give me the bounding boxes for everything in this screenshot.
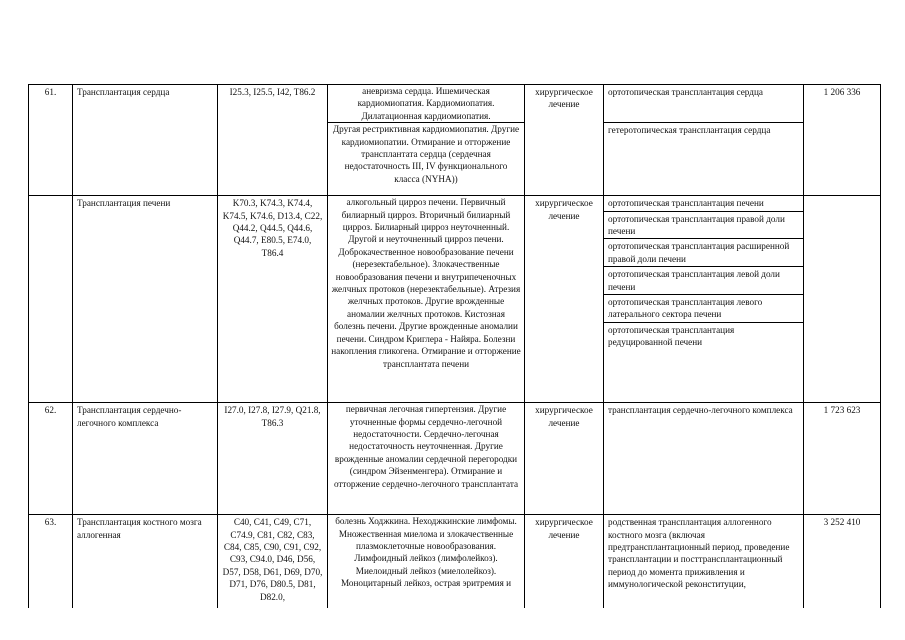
row-number: 63. [29,515,73,608]
services-table [28,84,881,608]
price: 3 252 410 [804,515,881,608]
service-name: Трансплантация костного мозга аллогенная [73,515,218,608]
price: 1 723 623 [804,403,881,515]
treatment-kind: хирургическое лечение [525,403,604,515]
price [804,196,881,403]
method-item: ортотопическая трансплантация расширенной правой доли печени [604,239,803,267]
price: 1 206 336 [804,85,881,196]
table-row [29,85,881,123]
icd-codes: K70.3, K74.3, K74.4, K74.5, K74.6, D13.4, C22, Q44.2, Q44.5, Q44.6, Q44.7, E80.5, E74.0, T86.4 [218,196,328,403]
method-item: ортотопическая трансплантация левого латерального сектора печени [604,295,803,323]
service-name: Трансплантация сердечно-легочного комплекса [73,403,218,515]
method-text: родственная трансплантация аллогенного костного мозга (включая предтрансплантационный период, проведение трансплантации и посттрансплантационный период до момента приживления и иммунологической реконституции, [604,515,804,608]
table-row [29,515,881,608]
diagnosis-text: первичная легочная гипертензия. Другие уточненные формы сердечно-легочной недостаточности. Сердечно-легочная недостаточность неуточненная. Другие врожденные аномалии сердечной перегородки (синдром Эйзенменгера). Отмирание и отторжение сердечно-легочного трансплантата [328,403,525,515]
treatment-kind: хирургическое лечение [525,85,604,196]
table-row [29,403,881,515]
method-item: ортотопическая трансплантация левой доли печени [604,267,803,295]
diagnosis-text: Другая рестриктивная кардиомиопатия. Другие кардиомиопатии. Отмирание и отторжение трансплантата сердца (сердечная недостаточность III, IV функционального класса (NYHA)) [328,123,525,196]
icd-codes: I27.0, I27.8, I27.9, Q21.8, T86.3 [218,403,328,515]
icd-codes: C40, C41, C49, C71, C74.9, C81, C82, C83, C84, C85, C90, C91, C92, C93, C94.0, D46, D56, D57, D58, D61, D69, D70, D71, D76, D80.5, D81, D82.0, [218,515,328,608]
method-text: гетеротопическая трансплантация сердца [604,123,804,196]
method-list [604,196,804,403]
treatment-kind: хирургическое лечение [525,196,604,403]
icd-codes: I25.3, I25.5, I42, T86.2 [218,85,328,196]
row-number: 62. [29,403,73,515]
row-number [29,196,73,403]
service-name: Трансплантация печени [73,196,218,403]
diagnosis-text: болезнь Ходжкина. Неходжкинские лимфомы. Множественная миелома и злокачественные плазмоклеточные новообразования. Лимфоидный лейкоз (лимфолейкоз). Миелоидный лейкоз (миелолейкоз). Моноцитарный лейкоз, острая эритремия и [328,515,525,608]
method-item: ортотопическая трансплантация редуцированной печени [608,324,735,348]
row-number: 61. [29,85,73,196]
method-text: ортотопическая трансплантация сердца [604,85,804,123]
table-row [29,196,881,403]
treatment-kind: хирургическое лечение [525,515,604,608]
service-name: Трансплантация сердца [73,85,218,196]
method-text: трансплантация сердечно-легочного комплекса [604,403,804,515]
diagnosis-text: аневризма сердца. Ишемическая кардиомиопатия. Кардиомиопатия. Дилатационная кардиомиопатия. [328,85,525,123]
diagnosis-text: алкогольный цирроз печени. Первичный билиарный цирроз. Вторичный билиарный цирроз. Билиарный цирроз неуточненный. Другой и неуточненный цирроз печени. Доброкачественное новообразование печени (нерезектабельное). Злокачественные новообразования печени и внутрипеченочных желчных протоков (нерезектабельные). Атрезия желчных протоков. Другие врожденные аномалии желчных протоков. Кистозная болезнь печени. Другие врожденные аномалии печени. Синдром Криглера - Найяра. Болезни накопления гликогена. Отмирание и отторжение трансплантата печени [328,196,525,403]
method-item: ортотопическая трансплантация печени [604,196,803,211]
method-item: ортотопическая трансплантация правой доли печени [604,212,803,240]
